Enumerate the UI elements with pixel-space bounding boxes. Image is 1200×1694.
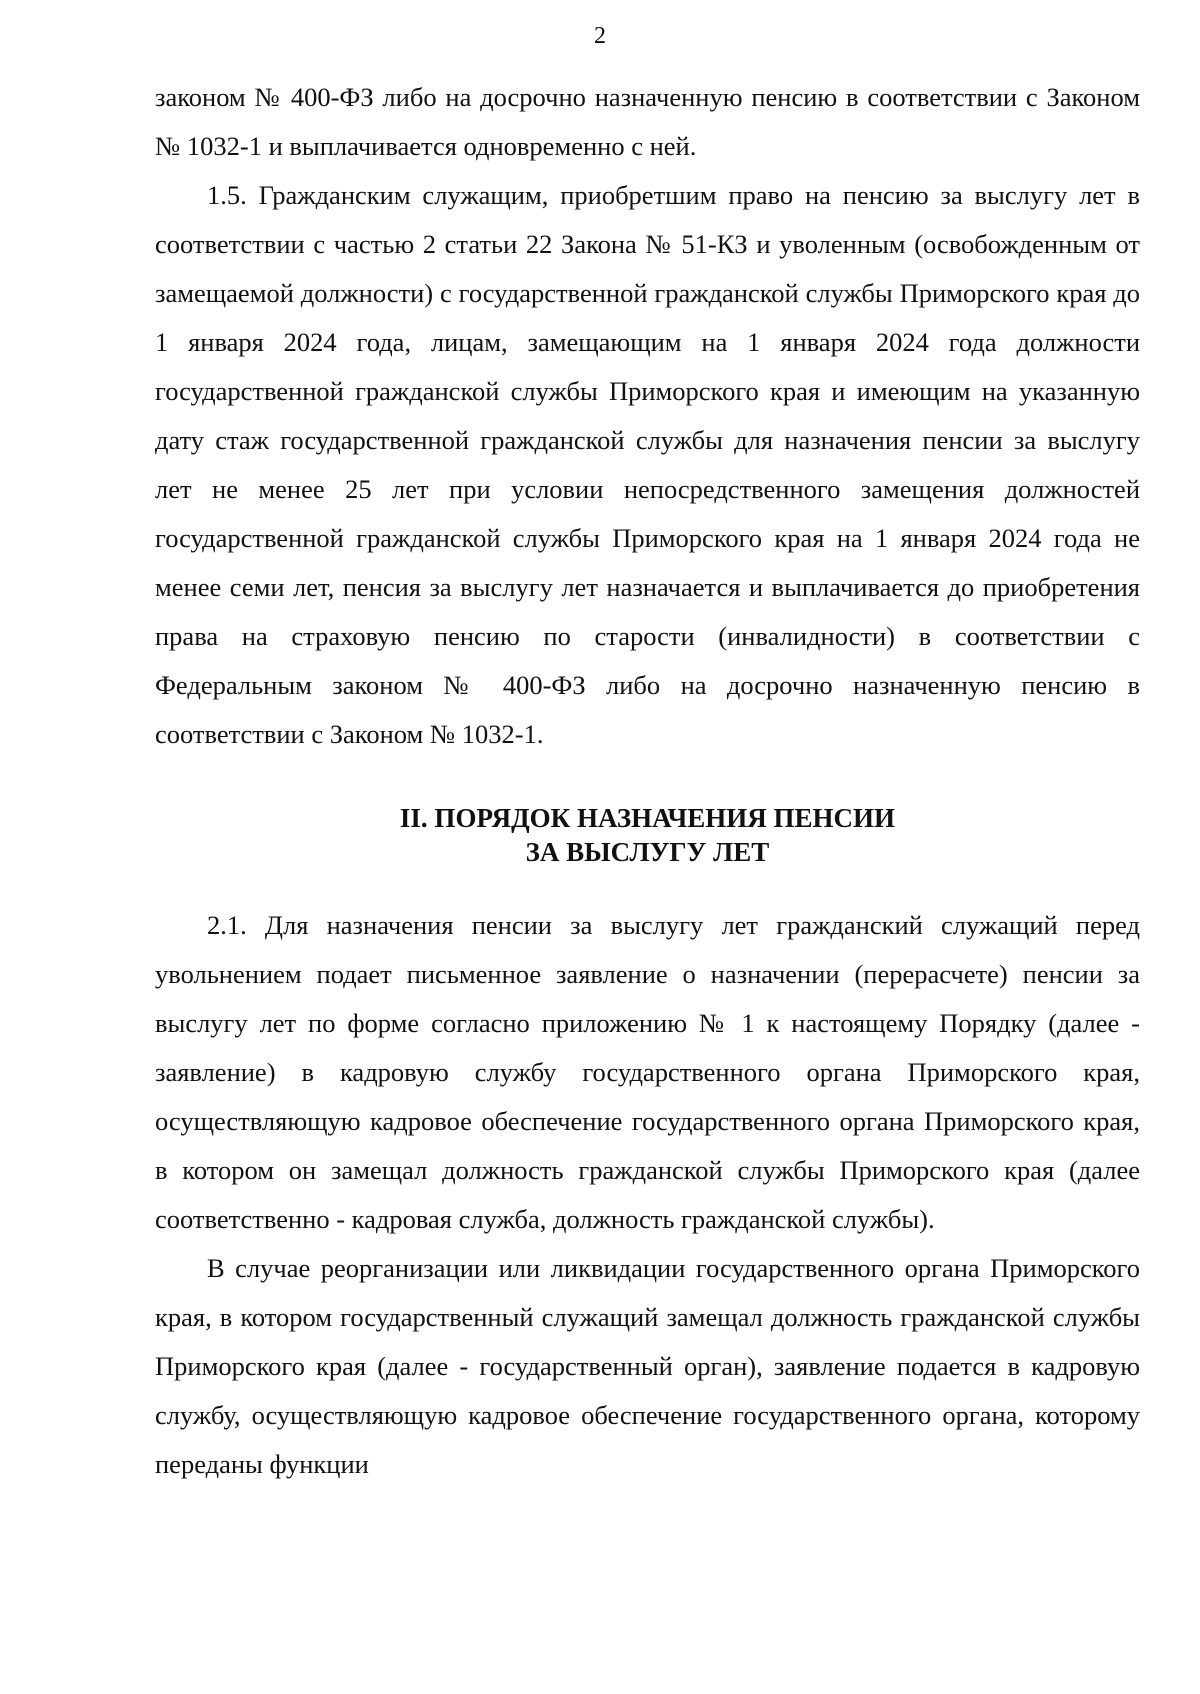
section-heading-line-2: ЗА ВЫСЛУГУ ЛЕТ (525, 837, 770, 867)
paragraph-continuation: законом № 400-ФЗ либо на досрочно назначенную пенсию в соответствии с Законом № 1032-1 и выплачивается одновременно с ней. (155, 82, 1140, 161)
paragraph-1-5: 1.5. Гражданским служащим, приобретшим право на пенсию за выслугу лет в соответствии с частью 2 статьи 22 Закона № 51-КЗ и уволенным (освобожденным от замещаемой должности) с государственной гражданской службы Приморского края до 1 января 2024 года, лицам, замещающим на 1 января 2024 года должности государственной гражданской службы Приморского края и имеющим на указанную дату стаж государственной гражданской службы для назначения пенсии за выслугу лет не менее 25 лет при условии непосредственного замещения должностей государственной гражданской службы Приморского края на 1 января 2024 года не менее семи лет, пенсия за выслугу лет назначается и выплачивается до приобретения права на страховую пенсию по старости (инвалидности) в соответствии с Федеральным законом № 400-ФЗ либо на досрочно назначенную пенсию в соответствии с Законом № 1032-1. (155, 180, 1140, 749)
paragraph-reorganization: В случае реорганизации или ликвидации государственного органа Приморского края, в котором государственный служащий замещал должность гражданской службы Приморского края (далее - государственный орган), заявление подается в кадровую службу, осуществляющую кадровое обеспечение государственного органа, которому переданы функции (155, 1253, 1140, 1479)
document-body (155, 73, 1140, 1489)
page-number: 2 (594, 23, 606, 49)
section-heading (155, 801, 1140, 869)
paragraph-2-1: 2.1. Для назначения пенсии за выслугу лет гражданский служащий перед увольнением подает письменное заявление о назначении (перерасчете) пенсии за выслугу лет по форме согласно приложению № 1 к настоящему Порядку (далее - заявление) в кадровую службу государственного органа Приморского края, осуществляющую кадровое обеспечение государственного органа Приморского края, в котором он замещал должность гражданской службы Приморского края (далее соответственно - кадровая служба, должность гражданской службы). (155, 910, 1140, 1234)
section-heading-line-1: II. ПОРЯДОК НАЗНАЧЕНИЯ ПЕНСИИ (399, 803, 896, 833)
